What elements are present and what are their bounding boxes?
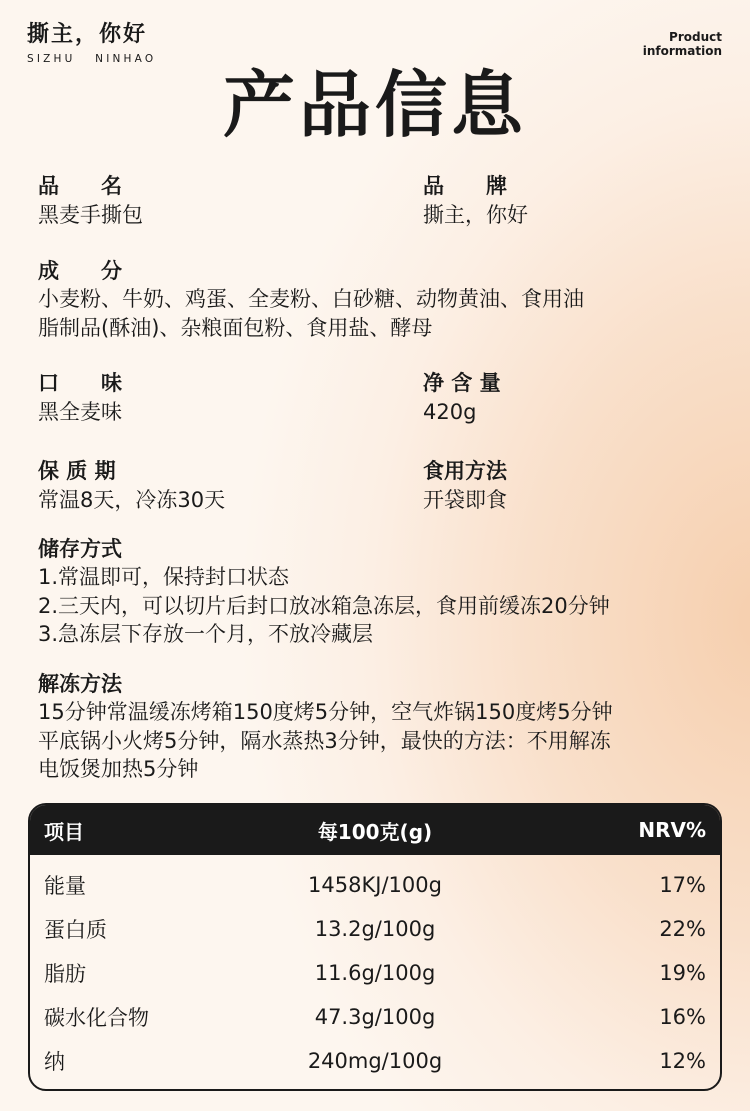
usage-label: 食用方法 xyxy=(423,459,507,483)
product-information-line2: information xyxy=(642,44,722,58)
shelf-life-label: 保 质 期 xyxy=(38,459,116,483)
brand-name-en: SIZHU NINHAO xyxy=(27,53,157,65)
nutrient-per-100g: 13.2g/100g xyxy=(314,917,436,941)
product-information-tag xyxy=(643,30,722,58)
nutrient-per-100g: 11.6g/100g xyxy=(314,961,436,985)
brand-field xyxy=(423,172,528,230)
nutrient-per-100g: 1458KJ/100g xyxy=(308,873,442,897)
nutrient-per-100g: 240mg/100g xyxy=(307,1049,443,1073)
flavor-field xyxy=(38,369,122,427)
storage-label: 储存方式 xyxy=(38,537,122,561)
table-row xyxy=(30,863,720,907)
nutrient-per-100g: 47.3g/100g xyxy=(314,1005,436,1029)
nutrient-name: 脂肪 xyxy=(44,962,86,986)
net-content-label: 净 含 量 xyxy=(423,371,501,395)
nutrient-nrv: 17% xyxy=(659,873,706,897)
nutrient-name: 蛋白质 xyxy=(44,918,107,942)
product-name-value: 黑麦手撕包 xyxy=(38,203,143,227)
product-information-line1: Product xyxy=(669,30,722,44)
brand-label: 品 牌 xyxy=(423,174,507,198)
flavor-value: 黑全麦味 xyxy=(38,400,122,424)
page-title: 产品信息 xyxy=(222,63,527,147)
shelf-life-value: 常温8天，冷冻30天 xyxy=(38,488,226,512)
brand-value: 撕主，你好 xyxy=(423,203,528,227)
nutrient-name: 能量 xyxy=(44,874,86,898)
header-per-100g: 每100克(g) xyxy=(317,819,433,844)
header-nrv: NRV% xyxy=(638,818,706,842)
ingredients-line: 脂制品(酥油)、杂粮面包粉、食用盐、酵母 xyxy=(38,315,433,340)
header-item: 项目 xyxy=(44,819,84,844)
thaw-line: 15分钟常温缓冻烤箱150度烤5分钟，空气炸锅150度烤5分钟 xyxy=(38,700,613,724)
thaw-line: 电饭煲加热5分钟 xyxy=(38,757,199,781)
brand-logo xyxy=(27,22,156,65)
nutrient-name: 碳水化合物 xyxy=(44,1006,149,1030)
table-row xyxy=(30,1039,720,1083)
thaw-line: 平底锅小火烤5分钟，隔水蒸热3分钟，最快的方法：不用解冻 xyxy=(38,728,611,753)
ingredients-line: 小麦粉、牛奶、鸡蛋、全麦粉、白砂糖、动物黄油、食用油 xyxy=(38,287,584,311)
nutrition-table xyxy=(28,803,722,1091)
brand-name-cn: 撕主，你好 xyxy=(27,22,148,47)
nutrient-nrv: 16% xyxy=(659,1005,706,1029)
usage-field xyxy=(423,457,507,515)
ingredients-field xyxy=(38,257,584,342)
nutrition-table-header xyxy=(30,805,720,855)
usage-value: 开袋即食 xyxy=(423,488,507,512)
nutrient-name: 纳 xyxy=(44,1050,65,1074)
nutrient-nrv: 22% xyxy=(659,917,706,941)
net-content-field xyxy=(423,369,501,427)
table-row xyxy=(30,907,720,951)
ingredients-label: 成 分 xyxy=(38,259,122,283)
thaw-field xyxy=(38,670,613,784)
nutrient-nrv: 19% xyxy=(659,961,706,985)
flavor-label: 口 味 xyxy=(38,371,122,395)
storage-field xyxy=(38,535,610,649)
storage-line: 1.常温即可，保持封口状态 xyxy=(38,565,290,589)
nutrient-nrv: 12% xyxy=(659,1049,706,1073)
storage-line: 3.急冻层下存放一个月，不放冷藏层 xyxy=(38,622,374,646)
product-name-field xyxy=(38,172,143,230)
thaw-label: 解冻方法 xyxy=(38,672,122,696)
storage-line: 2.三天内，可以切片后封口放冰箱急冻层，食用前缓冻20分钟 xyxy=(38,593,610,618)
shelf-life-field xyxy=(38,457,225,515)
table-row xyxy=(30,995,720,1039)
table-row xyxy=(30,951,720,995)
product-name-label: 品 名 xyxy=(38,174,122,198)
net-content-value: 420g xyxy=(423,400,477,424)
